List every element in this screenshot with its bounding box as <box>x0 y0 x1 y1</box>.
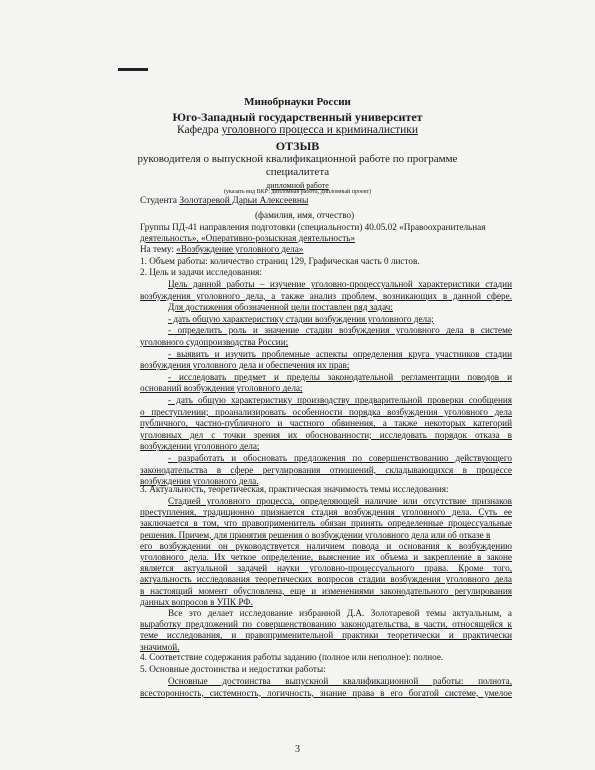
work-type-note: (указать вид ВКР: дипломная работа, дипломный проект) <box>223 189 372 195</box>
relevance-header: 3. Актуальность, теоретическая, практическая значимость темы исследования: <box>140 484 449 494</box>
goals-line: Для достижения обозначенной цели поставлен ряд задач: <box>168 302 393 313</box>
goals-line: - дать общую характеристику стадии возбуждения уголовного дела; <box>168 313 434 324</box>
relevance-line: преступления, традиционно признается стадия возбуждения уголовного дела. Суть ее <box>140 507 512 518</box>
topic-line <box>140 244 303 254</box>
volume-line: 1. Объем работы: количество страниц 129, Графическая часть 0 листов. <box>140 256 420 266</box>
work-type-value: дипломной работе <box>266 181 329 190</box>
relevance-line: значимой. <box>140 641 180 652</box>
document-title: ОТЗЫВ <box>275 139 320 153</box>
department-name: уголовного процесса и криминалистики <box>221 124 419 136</box>
merits-line: всесторонность, системность, логичность, знание права в его богатой системе, умелое <box>140 687 512 698</box>
relevance-line: уголовного дела. Их четкое определение, выяснение их объема и закрепление в законе <box>140 552 512 562</box>
goals-line: - выявить и изучить проблемные аспекты определения круга участников стадии <box>168 348 512 359</box>
goals-line: публичного, частно-публичного и частного обвинения, а также некоторых категорий <box>140 418 512 429</box>
department-heading <box>0 124 595 136</box>
scan-mark <box>118 68 148 71</box>
correspondence-line: 4. Соответствие содержания работы заданию (полное или неполное): полное. <box>140 652 444 662</box>
goals-line: - разработать и обосновать предложения по совершенствованию действующего <box>168 453 512 463</box>
relevance-line: решения. Причем, для принятия решения о возбуждении уголовного дела или об отказе в <box>140 529 491 540</box>
goals-line: уголовных дел с точки зрения их обоснованности; исследовать порядок отказа в <box>140 429 512 440</box>
goals-line: возбуждении уголовного дела; <box>140 441 260 452</box>
relevance-line: выработку предложений по совершенствованию законодательства, в части, относящейся к <box>140 619 512 630</box>
relevance-line: является актуальной задачей науки уголовно-процессуального права. Кроме того, <box>140 563 512 574</box>
merits-line: Основные достоинства выпускной квалификационной работы: полнота, <box>168 676 512 686</box>
student-prefix: Студента <box>140 196 180 206</box>
relevance-line: заключается в том, что правоприменитель обязан принять определенные процессуальные <box>140 518 512 529</box>
group-line-2: деятельность», «Оперативно-розыскная деятельность» <box>140 233 356 243</box>
relevance-line: актуальность исследования теоретических вопросов стадии возбуждения уголовного дела <box>140 574 512 585</box>
supervisor-line: руководителя о выпускной квалификационной работе по программе <box>137 153 458 165</box>
goals-line: законодательства в сфере регулирования отношений, складывающихся в процессе <box>140 464 512 475</box>
relevance-line: Стадией уголовного процесса, определяющей наличие или отсутствие признаков <box>168 496 512 506</box>
goals-line: Цель данной работы – изучение уголовно-процессуальной характеристики стадии <box>168 279 512 289</box>
program-line: специалитета <box>265 166 330 178</box>
goals-line: - определить роль и значение стадии возбуждения уголовного дела в системе <box>168 325 512 336</box>
ministry-heading: Минобрнауки России <box>244 96 351 108</box>
goals-line: возбуждения уголовного дела. <box>140 476 259 487</box>
goals-line: возбуждения уголовного дела, а также анализ проблем, возникающих в данной сфере. <box>140 290 512 301</box>
relevance-line: теме исследования, и правоприменительной практики теоретически и практически <box>140 630 512 641</box>
goals-line: уголовного судопроизводства России; <box>140 337 289 347</box>
topic-prefix: На тему: <box>140 244 177 254</box>
department-prefix: Кафедра <box>176 124 222 136</box>
relevance-line: его возбуждении он руководствуется наличием повода и основания к возбуждению <box>140 540 512 551</box>
student-name: Золотаревой Дарьи Алексеевны <box>179 196 309 206</box>
goals-header: 2. Цель и задачи исследования: <box>140 267 262 277</box>
goals-line: - дать общую характеристику производству предварительной проверки сообщения <box>168 395 512 405</box>
group-line-1: Группы ПД-41 направления подготовки (специальности) 40.05.02 «Правоохранительная <box>140 222 486 232</box>
goals-line: о преступлении; проанализировать особенности порядка возбуждения уголовного дела <box>140 406 512 417</box>
goals-line: оснований возбуждения уголовного дела; <box>140 383 303 394</box>
topic-value: «Возбуждение уголовного дела» <box>176 244 304 254</box>
relevance-line: данных вопросов в УПК РФ. <box>140 596 253 607</box>
university-heading: Юго-Западный государственный университет <box>172 110 423 124</box>
student-line <box>140 196 308 206</box>
relevance-line: Все это делает исследование избранной Д.А. Золотаревой темы актуальным, а <box>168 608 512 618</box>
relevance-line: в настоящий момент обусловлена, еще и изменениями законодательного регулирования <box>140 585 512 596</box>
merits-header: 5. Основные достоинства и недостатки работы: <box>140 664 326 674</box>
page-number: 3 <box>295 744 300 755</box>
goals-line: возбуждения уголовного дела и обеспечения их прав; <box>140 360 350 371</box>
student-name-note: (фамилия, имя, отчество) <box>255 210 355 220</box>
goals-line: - исследовать предмет и пределы законодательной регламентации поводов и <box>168 371 512 382</box>
